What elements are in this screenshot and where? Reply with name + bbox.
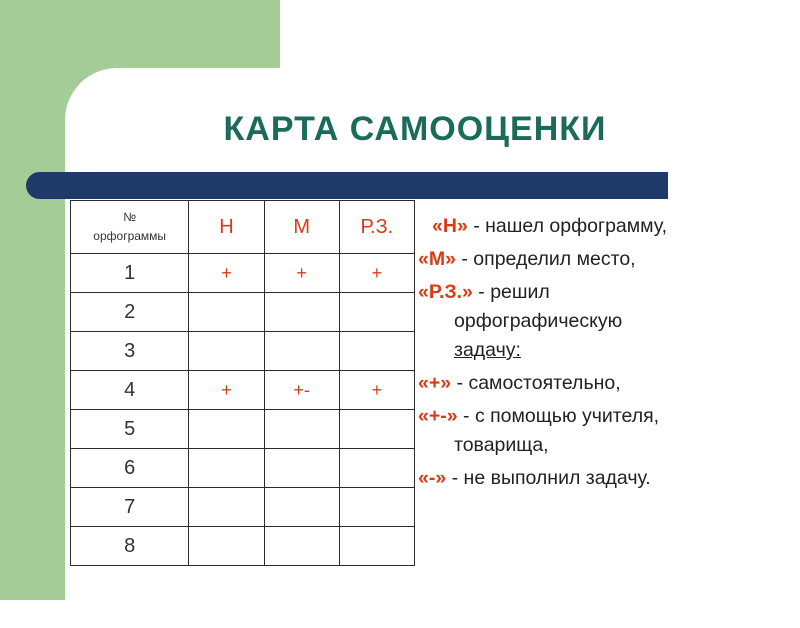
legend-item-minus <box>418 464 800 493</box>
mark-cell-m: + <box>264 254 339 293</box>
legend <box>418 212 800 497</box>
row-number-cell: 4 <box>71 371 189 410</box>
legend-close-quote: » <box>446 405 458 427</box>
mark-cell-n <box>189 293 264 332</box>
header-num-label-line2: орфограммы <box>93 229 167 243</box>
legend-key-plusminus: +- <box>428 405 447 427</box>
table-row <box>71 410 415 449</box>
legend-open-quote: « <box>418 281 429 303</box>
mark-cell-rz <box>339 488 414 527</box>
mark-cell-rz <box>339 527 414 566</box>
mark-cell-m <box>264 449 339 488</box>
legend-text-m: - определил место, <box>455 248 636 270</box>
legend-text-plus: - самостоятельно, <box>451 372 621 394</box>
legend-text-rz-cont2: задачу: <box>454 339 521 361</box>
legend-text-rz: - решил <box>472 281 550 303</box>
legend-open-quote: « <box>432 215 443 237</box>
self-assessment-table <box>70 200 415 566</box>
mark-cell-n <box>189 410 264 449</box>
table-row <box>71 254 415 293</box>
mark-cell-m <box>264 488 339 527</box>
legend-item-plusminus <box>418 402 800 460</box>
legend-text-plusminus: - с помощью учителя, <box>457 405 660 427</box>
legend-item-rz <box>418 278 800 365</box>
legend-close-quote: » <box>462 281 473 303</box>
header-cell-rz: Р.З. <box>339 201 414 254</box>
row-number-cell: 5 <box>71 410 189 449</box>
legend-open-quote: « <box>418 405 429 427</box>
legend-text-minus: - не выполнил задачу. <box>446 467 651 489</box>
legend-close-quote: » <box>456 215 468 237</box>
page-title: КАРТА САМООЦЕНКИ <box>223 110 607 148</box>
mark-cell-n: + <box>189 371 264 410</box>
mark-cell-n <box>189 332 264 371</box>
mark-cell-rz <box>339 293 414 332</box>
legend-item-plus <box>418 369 800 398</box>
table-row <box>71 488 415 527</box>
header-cell-m: М <box>264 201 339 254</box>
table-row <box>71 332 415 371</box>
legend-text-plusminus-cont1: товарища, <box>454 434 549 456</box>
legend-close-quote: » <box>440 372 452 394</box>
mark-cell-n: + <box>189 254 264 293</box>
table-row <box>71 371 415 410</box>
table-row <box>71 449 415 488</box>
row-number-cell: 7 <box>71 488 189 527</box>
mark-cell-m <box>264 332 339 371</box>
legend-close-quote: » <box>445 248 456 270</box>
legend-key-minus: - <box>428 467 436 489</box>
row-number-cell: 1 <box>71 254 189 293</box>
header-cell-orthogram-number <box>71 201 189 254</box>
row-number-cell: 8 <box>71 527 189 566</box>
mark-cell-n <box>189 449 264 488</box>
mark-cell-rz <box>339 449 414 488</box>
legend-item-n <box>432 212 800 241</box>
legend-open-quote: « <box>418 467 429 489</box>
legend-text-n: - нашел орфограмму, <box>467 215 668 237</box>
header-cell-n: Н <box>189 201 264 254</box>
mark-cell-n <box>189 488 264 527</box>
legend-key-plus: + <box>428 372 441 394</box>
row-number-cell: 6 <box>71 449 189 488</box>
mark-cell-rz: + <box>339 254 414 293</box>
legend-open-quote: « <box>418 248 429 270</box>
title-rule <box>26 172 668 199</box>
mark-cell-rz <box>339 410 414 449</box>
mark-cell-m <box>264 410 339 449</box>
mark-cell-rz <box>339 332 414 371</box>
mark-cell-m <box>264 293 339 332</box>
table-header-row <box>71 201 415 254</box>
row-number-cell: 2 <box>71 293 189 332</box>
table-row <box>71 293 415 332</box>
legend-key-rz: Р.З. <box>428 281 462 303</box>
mark-cell-rz: + <box>339 371 414 410</box>
legend-key-m: М <box>428 248 446 270</box>
legend-item-m <box>418 245 800 274</box>
legend-close-quote: » <box>435 467 447 489</box>
legend-text-rz-cont1: орфографическую <box>454 310 623 332</box>
table-row <box>71 527 415 566</box>
legend-open-quote: « <box>418 372 429 394</box>
header-num-label-line1: № <box>123 210 137 224</box>
mark-cell-m <box>264 527 339 566</box>
legend-key-n: Н <box>442 215 457 237</box>
row-number-cell: 3 <box>71 332 189 371</box>
mark-cell-n <box>189 527 264 566</box>
mark-cell-m: +- <box>264 371 339 410</box>
